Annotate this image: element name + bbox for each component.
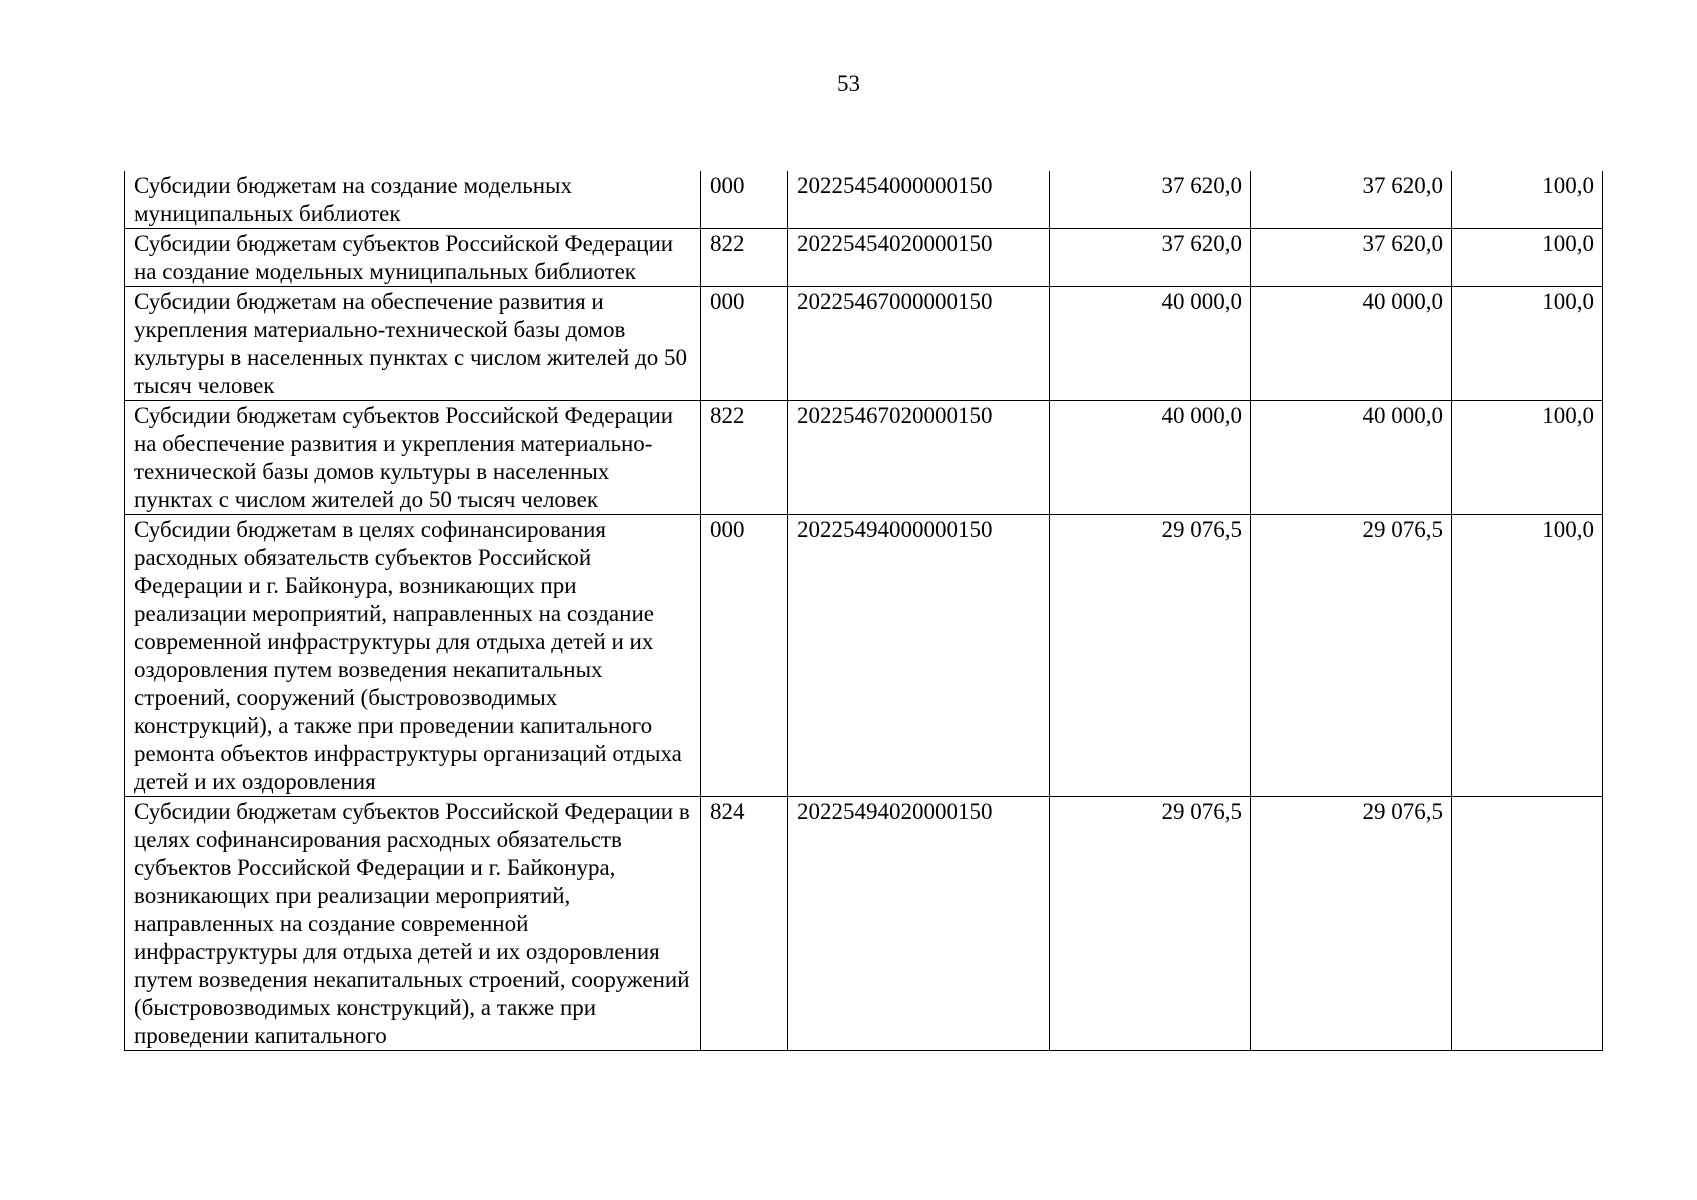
row-percent-cell: 100,0 (1452, 401, 1603, 515)
row-budget-code-cell: 20225454000000150 (788, 171, 1050, 229)
row-admin-code-cell: 822 (701, 229, 788, 287)
row-budget-code-cell: 20225454020000150 (788, 229, 1050, 287)
row-name-cell: Субсидии бюджетам субъектов Российской Федерации в целях софинансирования расходных обязательств субъектов Российской Федерации и г. Байконура, возникающих при реализации мероприятий, направленных на создание современной инфраструктуры для отдыха детей и их оздоровления путем возведения некапитальных строений, сооружений (быстровозводимых конструкций), а также при проведении капитального (125, 797, 701, 1051)
row-plan-cell: 37 620,0 (1050, 171, 1251, 229)
row-fact-cell: 37 620,0 (1251, 171, 1452, 229)
row-admin-code-cell: 000 (701, 287, 788, 401)
row-name-cell: Субсидии бюджетам субъектов Российской Федерации на обеспечение развития и укрепления материально-технической базы домов культуры в населенных пунктах с числом жителей до 50 тысяч человек (125, 401, 701, 515)
row-plan-cell: 37 620,0 (1050, 229, 1251, 287)
row-plan-cell: 40 000,0 (1050, 287, 1251, 401)
row-budget-code-cell: 20225467020000150 (788, 401, 1050, 515)
row-name-cell: Субсидии бюджетам в целях софинансирования расходных обязательств субъектов Российской Федерации и г. Байконура, возникающих при реализации мероприятий, направленных на создание современной инфраструктуры для отдыха детей и их оздоровления путем возведения некапитальных строений, сооружений (быстровозводимых конструкций), а также при проведении капитального ремонта объектов инфраструктуры организаций отдыха детей и их оздоровления (125, 515, 701, 797)
row-budget-code-cell: 20225494000000150 (788, 515, 1050, 797)
row-percent-cell: 100,0 (1452, 287, 1603, 401)
row-budget-code-cell: 20225467000000150 (788, 287, 1050, 401)
row-admin-code-cell: 000 (701, 515, 788, 797)
row-admin-code-cell: 000 (701, 171, 788, 229)
row-budget-code-cell: 20225494020000150 (788, 797, 1050, 1051)
row-fact-cell: 40 000,0 (1251, 287, 1452, 401)
row-percent-cell (1452, 797, 1603, 1051)
table-row (125, 229, 1603, 287)
table-row (125, 287, 1603, 401)
row-name-cell: Субсидии бюджетам на обеспечение развития и укрепления материально-технической базы домов культуры в населенных пунктах с числом жителей до 50 тысяч человек (125, 287, 701, 401)
table-row (125, 401, 1603, 515)
table-row (125, 171, 1603, 229)
budget-table (124, 171, 1603, 1051)
row-name-cell: Субсидии бюджетам на создание модельных муниципальных библиотек (125, 171, 701, 229)
row-admin-code-cell: 824 (701, 797, 788, 1051)
row-fact-cell: 37 620,0 (1251, 229, 1452, 287)
row-name-cell: Субсидии бюджетам субъектов Российской Федерации на создание модельных муниципальных библиотек (125, 229, 701, 287)
row-percent-cell: 100,0 (1452, 515, 1603, 797)
row-admin-code-cell: 822 (701, 401, 788, 515)
table-row (125, 797, 1603, 1051)
row-plan-cell: 29 076,5 (1050, 797, 1251, 1051)
row-percent-cell: 100,0 (1452, 229, 1603, 287)
row-fact-cell: 40 000,0 (1251, 401, 1452, 515)
row-plan-cell: 29 076,5 (1050, 515, 1251, 797)
table-row (125, 515, 1603, 797)
row-fact-cell: 29 076,5 (1251, 797, 1452, 1051)
row-fact-cell: 29 076,5 (1251, 515, 1452, 797)
row-plan-cell: 40 000,0 (1050, 401, 1251, 515)
row-percent-cell: 100,0 (1452, 171, 1603, 229)
page-number: 53 (837, 71, 860, 96)
